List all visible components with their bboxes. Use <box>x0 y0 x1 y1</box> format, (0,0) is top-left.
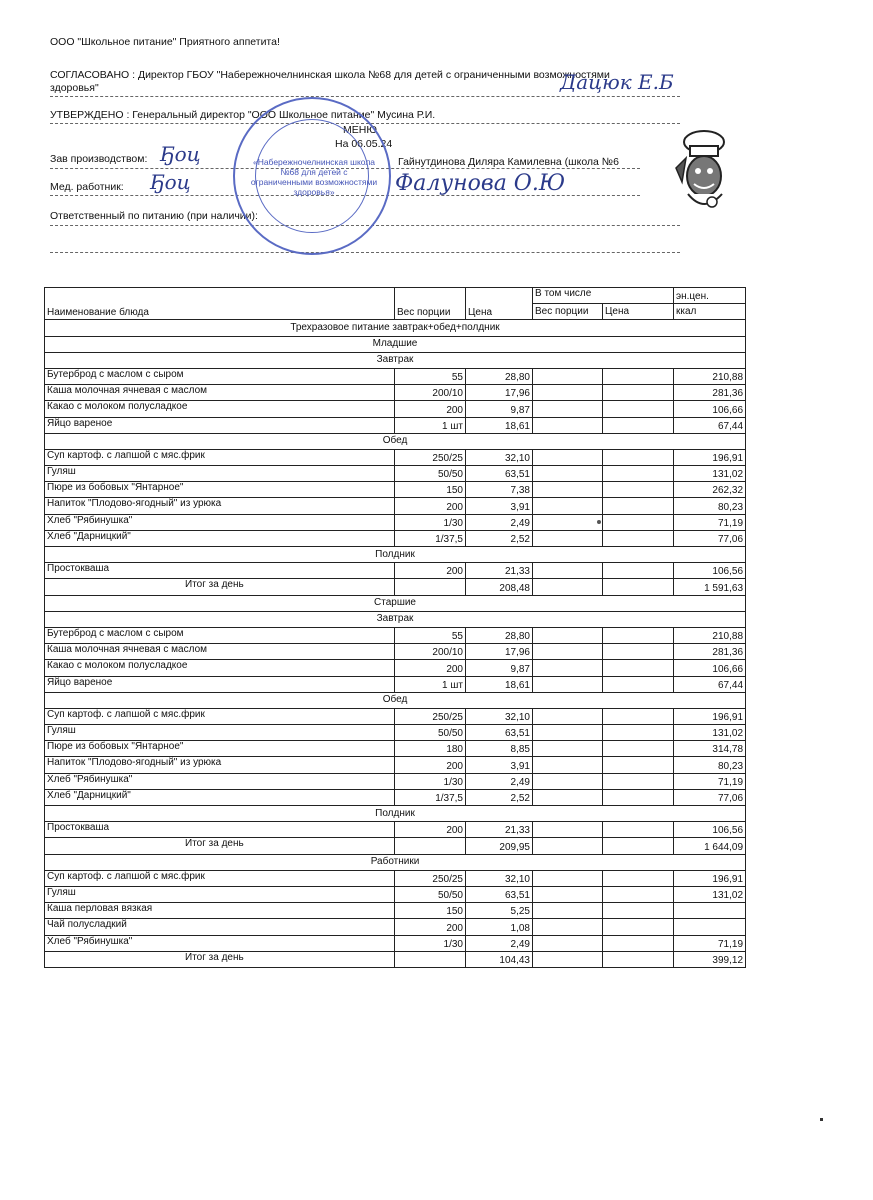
sub-portion-empty <box>533 919 603 935</box>
sub-portion-empty <box>533 482 603 498</box>
total-kcal: 399,12 <box>674 951 746 967</box>
dish-kcal: 196,91 <box>674 870 746 886</box>
section-title: Полдник <box>45 806 746 822</box>
dish-name: Напиток "Плодово-ягодный" из урюка <box>45 498 395 514</box>
total-portion-empty <box>395 579 466 595</box>
dish-price: 63,51 <box>466 886 533 902</box>
sub-price-empty <box>603 514 674 530</box>
dish-kcal: 314,78 <box>674 741 746 757</box>
divider <box>50 96 680 97</box>
total-row <box>45 838 746 854</box>
dish-name: Гуляш <box>45 886 395 902</box>
dish-kcal: 131,02 <box>674 886 746 902</box>
dish-price: 32,10 <box>466 708 533 724</box>
table-header-row <box>45 288 746 304</box>
dish-name: Гуляш <box>45 725 395 741</box>
total-row <box>45 951 746 967</box>
sub-portion-empty <box>533 530 603 546</box>
sub-price-empty <box>603 741 674 757</box>
dish-price: 63,51 <box>466 725 533 741</box>
dish-portion: 200 <box>395 563 466 579</box>
table-row <box>45 708 746 724</box>
sub-price-empty <box>603 773 674 789</box>
dish-kcal: 77,06 <box>674 789 746 805</box>
dish-name: Простокваша <box>45 822 395 838</box>
sub-price-empty <box>603 498 674 514</box>
production-name: Гайнутдинова Диляра Камилевна (школа №6 <box>398 156 619 168</box>
signature-director: Дацюк Е.Б <box>560 70 674 94</box>
group-row <box>45 854 746 870</box>
sub-portion-empty <box>533 368 603 384</box>
sub-price-empty <box>603 725 674 741</box>
dish-kcal: 80,23 <box>674 757 746 773</box>
total-sub-price-empty <box>603 951 674 967</box>
dish-price: 1,08 <box>466 919 533 935</box>
dish-price: 21,33 <box>466 822 533 838</box>
section-row <box>45 806 746 822</box>
dish-name: Пюре из бобовых "Янтарное" <box>45 482 395 498</box>
sub-portion-empty <box>533 789 603 805</box>
stamp-text: «Набережночелнинская школа №68 для детей с ограниченными возможностями здоровья» <box>250 157 378 197</box>
dish-portion: 200 <box>395 498 466 514</box>
organisation-stamp <box>233 97 391 255</box>
sub-portion-empty <box>533 385 603 401</box>
dish-portion: 1/30 <box>395 773 466 789</box>
total-label: Итог за день <box>45 579 395 595</box>
table-row <box>45 417 746 433</box>
section-row <box>45 692 746 708</box>
table-row <box>45 644 746 660</box>
sub-price-empty <box>603 385 674 401</box>
menu-table-body <box>45 288 746 968</box>
table-row <box>45 530 746 546</box>
total-price: 209,95 <box>466 838 533 854</box>
dish-portion: 200 <box>395 757 466 773</box>
sub-portion-empty <box>533 514 603 530</box>
dish-kcal: 106,66 <box>674 401 746 417</box>
group-title: Младшие <box>45 336 746 352</box>
total-price: 104,43 <box>466 951 533 967</box>
section-title: Полдник <box>45 547 746 563</box>
sub-price-empty <box>603 660 674 676</box>
total-sub-price-empty <box>603 579 674 595</box>
header-sub-portion: Вес порции <box>533 304 603 320</box>
approved-line: УТВЕРЖДЕНО : Генеральный директор "ООО Школьное питание" Мусина Р.И. <box>50 109 436 121</box>
total-sub-portion-empty <box>533 838 603 854</box>
dish-name: Напиток "Плодово-ягодный" из урюка <box>45 757 395 773</box>
section-row <box>45 433 746 449</box>
sub-price-empty <box>603 822 674 838</box>
section-title: Обед <box>45 692 746 708</box>
table-row <box>45 935 746 951</box>
dish-price: 2,49 <box>466 773 533 789</box>
table-row <box>45 660 746 676</box>
table-row <box>45 498 746 514</box>
dish-kcal <box>674 903 746 919</box>
dish-price: 2,49 <box>466 935 533 951</box>
dish-portion: 250/25 <box>395 870 466 886</box>
dish-name: Хлеб "Дарницкий" <box>45 530 395 546</box>
dish-name: Яйцо вареное <box>45 676 395 692</box>
dish-price: 3,91 <box>466 757 533 773</box>
sub-price-empty <box>603 368 674 384</box>
dish-portion: 180 <box>395 741 466 757</box>
dish-price: 28,80 <box>466 627 533 643</box>
sub-price-empty <box>603 466 674 482</box>
sub-portion-empty <box>533 870 603 886</box>
dish-portion: 200 <box>395 660 466 676</box>
dish-portion: 1/30 <box>395 514 466 530</box>
dish-name: Чай полусладкий <box>45 919 395 935</box>
dish-price: 32,10 <box>466 870 533 886</box>
section-title: Обед <box>45 433 746 449</box>
table-row <box>45 919 746 935</box>
header-portion: Вес порции <box>395 288 466 320</box>
table-row <box>45 627 746 643</box>
section-title: Завтрак <box>45 611 746 627</box>
dish-portion: 150 <box>395 482 466 498</box>
sub-price-empty <box>603 449 674 465</box>
dish-name: Хлеб "Дарницкий" <box>45 789 395 805</box>
dish-price: 9,87 <box>466 660 533 676</box>
sub-price-empty <box>603 789 674 805</box>
dish-kcal: 106,56 <box>674 563 746 579</box>
dish-portion: 50/50 <box>395 725 466 741</box>
sub-portion-empty <box>533 466 603 482</box>
header-sub-price: Цена <box>603 304 674 320</box>
dish-portion: 1 шт <box>395 676 466 692</box>
dish-kcal: 131,02 <box>674 725 746 741</box>
dish-kcal: 71,19 <box>674 773 746 789</box>
table-row <box>45 789 746 805</box>
dish-portion: 1/37,5 <box>395 530 466 546</box>
sub-portion-empty <box>533 449 603 465</box>
dish-name: Гуляш <box>45 466 395 482</box>
sub-portion-empty <box>533 708 603 724</box>
scan-mark <box>597 520 601 524</box>
table-row <box>45 903 746 919</box>
sub-portion-empty <box>533 822 603 838</box>
total-label: Итог за день <box>45 838 395 854</box>
header-price: Цена <box>466 288 533 320</box>
sub-price-empty <box>603 676 674 692</box>
dish-price: 9,87 <box>466 401 533 417</box>
sub-portion-empty <box>533 676 603 692</box>
sub-portion-empty <box>533 417 603 433</box>
sub-price-empty <box>603 627 674 643</box>
section-row <box>45 611 746 627</box>
scan-mark <box>820 1118 823 1121</box>
total-price: 208,48 <box>466 579 533 595</box>
agreed-line-2: здоровья" <box>50 82 99 94</box>
dish-portion: 150 <box>395 903 466 919</box>
table-row <box>45 741 746 757</box>
dish-kcal: 210,88 <box>674 627 746 643</box>
sub-portion-empty <box>533 563 603 579</box>
dish-portion: 200 <box>395 919 466 935</box>
menu-title: МЕНЮ <box>343 124 377 136</box>
dish-kcal: 67,44 <box>674 676 746 692</box>
dish-name: Какао с молоком полусладкое <box>45 660 395 676</box>
dish-portion: 200/10 <box>395 385 466 401</box>
sub-price-empty <box>603 417 674 433</box>
agreed-line-1: СОГЛАСОВАНО : Директор ГБОУ "Набережночелнинская школа №68 для детей с ограниченными возможностями <box>50 69 610 81</box>
dish-kcal: 281,36 <box>674 385 746 401</box>
total-row <box>45 579 746 595</box>
total-sub-price-empty <box>603 838 674 854</box>
sub-price-empty <box>603 708 674 724</box>
dish-portion: 55 <box>395 368 466 384</box>
table-row <box>45 563 746 579</box>
dish-portion: 50/50 <box>395 886 466 902</box>
sub-portion-empty <box>533 903 603 919</box>
dish-price: 17,96 <box>466 644 533 660</box>
table-row <box>45 514 746 530</box>
sub-price-empty <box>603 401 674 417</box>
plan-row <box>45 320 746 336</box>
sub-price-empty <box>603 919 674 935</box>
sub-price-empty <box>603 886 674 902</box>
dish-portion: 1/30 <box>395 935 466 951</box>
dish-name: Пюре из бобовых "Янтарное" <box>45 741 395 757</box>
dish-portion: 250/25 <box>395 708 466 724</box>
sub-price-empty <box>603 644 674 660</box>
dish-name: Хлеб "Рябинушка" <box>45 935 395 951</box>
dish-portion: 200/10 <box>395 644 466 660</box>
section-row <box>45 352 746 368</box>
dish-kcal: 196,91 <box>674 449 746 465</box>
menu-table <box>44 287 746 968</box>
dish-price: 5,25 <box>466 903 533 919</box>
dish-price: 18,61 <box>466 417 533 433</box>
table-row <box>45 725 746 741</box>
sub-portion-empty <box>533 741 603 757</box>
dish-name: Бутерброд с маслом с сыром <box>45 627 395 643</box>
dish-price: 2,52 <box>466 789 533 805</box>
sub-portion-empty <box>533 773 603 789</box>
dish-price: 28,80 <box>466 368 533 384</box>
dish-name: Суп картоф. с лапшой с мяс.фрик <box>45 870 395 886</box>
signature-medic: Фалунова О.Ю <box>395 171 566 196</box>
sub-price-empty <box>603 935 674 951</box>
header-dish-name: Наименование блюда <box>45 288 395 320</box>
dish-portion: 1 шт <box>395 417 466 433</box>
dish-name: Каша молочная ячневая с маслом <box>45 644 395 660</box>
dish-price: 21,33 <box>466 563 533 579</box>
sub-portion-empty <box>533 935 603 951</box>
table-row <box>45 482 746 498</box>
group-row <box>45 336 746 352</box>
dish-name: Какао с молоком полусладкое <box>45 401 395 417</box>
sub-portion-empty <box>533 886 603 902</box>
dish-name: Яйцо вареное <box>45 417 395 433</box>
group-title: Старшие <box>45 595 746 611</box>
total-label: Итог за день <box>45 951 395 967</box>
dish-kcal: 281,36 <box>674 644 746 660</box>
sub-portion-empty <box>533 401 603 417</box>
sub-price-empty <box>603 757 674 773</box>
table-row <box>45 757 746 773</box>
dish-price: 63,51 <box>466 466 533 482</box>
total-kcal: 1 644,09 <box>674 838 746 854</box>
dish-price: 3,91 <box>466 498 533 514</box>
medic-label: Мед. работник: <box>50 181 124 193</box>
dish-price: 8,85 <box>466 741 533 757</box>
group-row <box>45 595 746 611</box>
divider <box>50 252 680 253</box>
dish-kcal: 71,19 <box>674 514 746 530</box>
section-row <box>45 547 746 563</box>
header-kcal: ккал <box>674 304 746 320</box>
table-row <box>45 401 746 417</box>
total-portion-empty <box>395 838 466 854</box>
production-label: Зав производством: <box>50 153 148 165</box>
table-row <box>45 773 746 789</box>
dish-portion: 55 <box>395 627 466 643</box>
dish-price: 17,96 <box>466 385 533 401</box>
dish-name: Простокваша <box>45 563 395 579</box>
table-row <box>45 822 746 838</box>
dish-kcal: 196,91 <box>674 708 746 724</box>
dish-kcal <box>674 919 746 935</box>
table-row <box>45 466 746 482</box>
plan-title: Трехразовое питание завтрак+обед+полдник <box>45 320 746 336</box>
sub-price-empty <box>603 530 674 546</box>
header-energy: эн.цен. <box>674 288 746 304</box>
table-row <box>45 449 746 465</box>
sub-portion-empty <box>533 498 603 514</box>
dish-price: 7,38 <box>466 482 533 498</box>
dish-kcal: 131,02 <box>674 466 746 482</box>
table-row <box>45 870 746 886</box>
section-title: Завтрак <box>45 352 746 368</box>
dish-kcal: 106,66 <box>674 660 746 676</box>
menu-date: На 06.05.24 <box>335 138 393 150</box>
dish-kcal: 106,56 <box>674 822 746 838</box>
signature-medic-short: Ҕоц <box>150 170 191 194</box>
table-row <box>45 385 746 401</box>
responsible-label: Ответственный по питанию (при наличии): <box>50 210 258 222</box>
dish-price: 2,49 <box>466 514 533 530</box>
sub-portion-empty <box>533 660 603 676</box>
sub-portion-empty <box>533 757 603 773</box>
sub-price-empty <box>603 563 674 579</box>
dish-portion: 200 <box>395 822 466 838</box>
dish-portion: 200 <box>395 401 466 417</box>
dish-price: 32,10 <box>466 449 533 465</box>
dish-portion: 50/50 <box>395 466 466 482</box>
dish-kcal: 262,32 <box>674 482 746 498</box>
dish-price: 2,52 <box>466 530 533 546</box>
sub-portion-empty <box>533 644 603 660</box>
sub-price-empty <box>603 482 674 498</box>
sub-price-empty <box>603 870 674 886</box>
dish-name: Суп картоф. с лапшой с мяс.фрик <box>45 708 395 724</box>
signature-production: Ҕоц <box>160 142 201 166</box>
chef-logo-icon <box>668 128 738 218</box>
dish-kcal: 71,19 <box>674 935 746 951</box>
dish-name: Хлеб "Рябинушка" <box>45 773 395 789</box>
table-row <box>45 676 746 692</box>
sub-price-empty <box>603 903 674 919</box>
total-kcal: 1 591,63 <box>674 579 746 595</box>
sub-portion-empty <box>533 627 603 643</box>
dish-name: Хлеб "Рябинушка" <box>45 514 395 530</box>
dish-kcal: 80,23 <box>674 498 746 514</box>
dish-portion: 1/37,5 <box>395 789 466 805</box>
dish-name: Суп картоф. с лапшой с мяс.фрик <box>45 449 395 465</box>
total-sub-portion-empty <box>533 579 603 595</box>
dish-kcal: 210,88 <box>674 368 746 384</box>
dish-kcal: 77,06 <box>674 530 746 546</box>
company-name: ООО "Школьное питание" Приятного аппетита! <box>50 36 280 48</box>
header-including: В том числе <box>533 288 674 304</box>
dish-name: Бутерброд с маслом с сыром <box>45 368 395 384</box>
total-sub-portion-empty <box>533 951 603 967</box>
dish-portion: 250/25 <box>395 449 466 465</box>
group-title: Работники <box>45 854 746 870</box>
dish-name: Каша молочная ячневая с маслом <box>45 385 395 401</box>
dish-price: 18,61 <box>466 676 533 692</box>
table-row <box>45 886 746 902</box>
dish-name: Каша перловая вязкая <box>45 903 395 919</box>
table-row <box>45 368 746 384</box>
dish-kcal: 67,44 <box>674 417 746 433</box>
sub-portion-empty <box>533 725 603 741</box>
total-portion-empty <box>395 951 466 967</box>
